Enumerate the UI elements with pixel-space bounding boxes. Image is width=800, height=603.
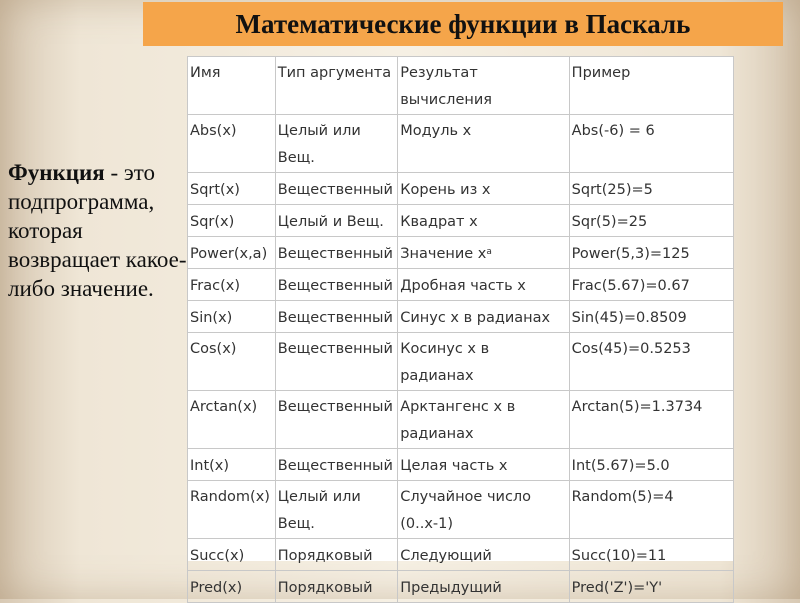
table-row bbox=[188, 481, 734, 539]
cell-name: Abs(x) bbox=[188, 115, 276, 173]
table-row bbox=[188, 571, 734, 603]
header-example: Пример bbox=[569, 57, 733, 115]
cell-example: Cos(45)=0.5253 bbox=[569, 333, 733, 391]
cell-name: Sqrt(x) bbox=[188, 173, 276, 205]
cell-example: Frac(5.67)=0.67 bbox=[569, 269, 733, 301]
functions-table-container bbox=[187, 56, 734, 596]
cell-result: Дробная часть x bbox=[398, 269, 569, 301]
table-row bbox=[188, 449, 734, 481]
table-row bbox=[188, 173, 734, 205]
cell-result: Арктангенс x в радианах bbox=[398, 391, 569, 449]
exponent-superscript: a bbox=[486, 247, 492, 257]
cell-result: Предыдущий bbox=[398, 571, 569, 603]
cell-name: Random(x) bbox=[188, 481, 276, 539]
header-result: Результат вычисления bbox=[398, 57, 569, 115]
cell-example: Pred('Z')='Y' bbox=[569, 571, 733, 603]
cell-name: Cos(x) bbox=[188, 333, 276, 391]
cell-result: Синус x в радианах bbox=[398, 301, 569, 333]
cell-name: Sin(x) bbox=[188, 301, 276, 333]
cell-example: Power(5,3)=125 bbox=[569, 237, 733, 269]
cell-result: Модуль x bbox=[398, 115, 569, 173]
cell-type: Целый или Вещ. bbox=[275, 115, 397, 173]
cell-name: Sqr(x) bbox=[188, 205, 276, 237]
table-row bbox=[188, 115, 734, 173]
cell-example: Int(5.67)=5.0 bbox=[569, 449, 733, 481]
cell-example: Arctan(5)=1.3734 bbox=[569, 391, 733, 449]
table-row bbox=[188, 539, 734, 571]
cell-result: Случайное число (0..x-1) bbox=[398, 481, 569, 539]
table-row bbox=[188, 391, 734, 449]
cell-type: Порядковый bbox=[275, 571, 397, 603]
cell-type: Целый или Вещ. bbox=[275, 481, 397, 539]
cell-name: Pred(x) bbox=[188, 571, 276, 603]
cell-result: Следующий bbox=[398, 539, 569, 571]
table-row bbox=[188, 205, 734, 237]
cell-type: Вещественный bbox=[275, 269, 397, 301]
cell-result: Корень из x bbox=[398, 173, 569, 205]
cell-type: Вещественный bbox=[275, 391, 397, 449]
functions-table bbox=[187, 56, 734, 603]
definition-term: Функция bbox=[8, 160, 105, 185]
cell-result: Косинус x в радианах bbox=[398, 333, 569, 391]
cell-example: Sqr(5)=25 bbox=[569, 205, 733, 237]
table-row bbox=[188, 237, 734, 269]
cell-example: Succ(10)=11 bbox=[569, 539, 733, 571]
cell-type: Целый и Вещ. bbox=[275, 205, 397, 237]
cell-example: Sin(45)=0.8509 bbox=[569, 301, 733, 333]
table-row bbox=[188, 301, 734, 333]
cell-name: Arctan(x) bbox=[188, 391, 276, 449]
cell-type: Вещественный bbox=[275, 333, 397, 391]
cell-type: Вещественный bbox=[275, 173, 397, 205]
cell-result: Квадрат x bbox=[398, 205, 569, 237]
slide-title: Математические функции в Паскаль bbox=[235, 8, 691, 39]
cell-type: Вещественный bbox=[275, 237, 397, 269]
cell-name: Int(x) bbox=[188, 449, 276, 481]
title-banner bbox=[143, 2, 783, 46]
table-row bbox=[188, 333, 734, 391]
cell-result: Целая часть x bbox=[398, 449, 569, 481]
cell-example: Abs(-6) = 6 bbox=[569, 115, 733, 173]
header-name: Имя bbox=[188, 57, 276, 115]
cell-name: Power(x,a) bbox=[188, 237, 276, 269]
definition-text: - это подпрограмма, которая возвращает какое-либо значение. bbox=[8, 160, 187, 301]
cell-result: Значение $x^a$ bbox=[398, 237, 569, 269]
header-type: Тип аргумента bbox=[275, 57, 397, 115]
function-definition bbox=[8, 158, 192, 303]
cell-type: Вещественный bbox=[275, 301, 397, 333]
cell-name: Frac(x) bbox=[188, 269, 276, 301]
cell-type: Вещественный bbox=[275, 449, 397, 481]
cell-name: Succ(x) bbox=[188, 539, 276, 571]
cell-example: Random(5)=4 bbox=[569, 481, 733, 539]
cell-type: Порядковый bbox=[275, 539, 397, 571]
table-header-row bbox=[188, 57, 734, 115]
cell-example: Sqrt(25)=5 bbox=[569, 173, 733, 205]
table-row bbox=[188, 269, 734, 301]
